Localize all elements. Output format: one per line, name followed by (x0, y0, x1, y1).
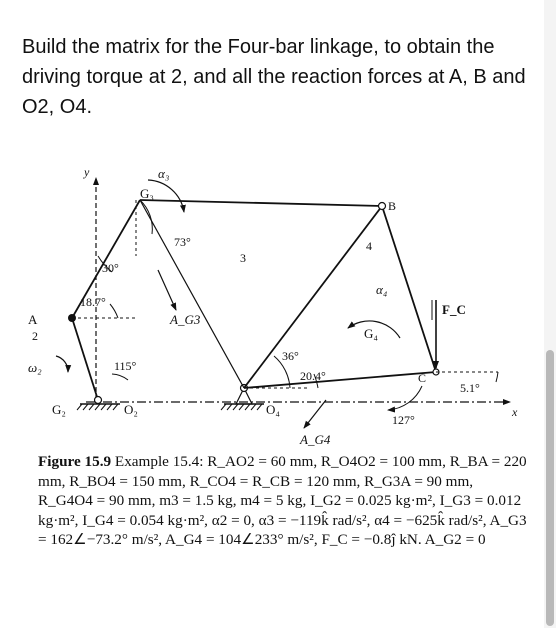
label-x: x (512, 405, 518, 419)
label-angle115: 115° (114, 359, 137, 373)
label-angle187: 18.7° (80, 295, 106, 309)
label-o2: O₂ (124, 402, 138, 417)
label-a: A (28, 312, 38, 327)
label-ag4: A_G4 (300, 432, 331, 447)
label-c: C (418, 371, 427, 385)
question-text: Build the matrix for the Four-bar linkage, to obtain the driving torque at 2, and all the reaction forces at A, B and O2, O4. (22, 36, 526, 118)
four-bar-linkage-figure (28, 160, 528, 450)
label-g4: G₄ (364, 326, 378, 341)
label-angle73: 73° (174, 235, 191, 249)
label-fc: F_C (442, 302, 466, 317)
ag3-arrow (158, 270, 176, 310)
caption-text: Example 15.4: R_AO2 = 60 mm, R_O4O2 = 100 mm, R_BA = 220 mm, R_BO4 = 150 mm, R_CO4 = R_CB = 120 mm, R_G3A = 90 mm, R_G4O4 = 90 mm, m3 = 1.5 kg, m4 = 5 kg, I_G2 = 0.025 kg·m², I_G3 = 0.012 kg·m², I_G4 = 0.054 kg·m², α2 = 0, α3 = −119k̂ rad/s², α4 = −625k̂ rad/s², A_G3 = 162∠−73.2° m/s², A_G4 = 104∠233° m/s², F_C = −0.8ĵ kN. A_G2 = 0 (38, 453, 527, 549)
label-link3: 3 (240, 251, 246, 265)
vertical-scrollbar[interactable] (544, 0, 556, 628)
label-b: B (388, 199, 397, 213)
label-link4: 4 (366, 239, 372, 253)
figure-caption (38, 452, 528, 550)
label-alpha4: α₄ (376, 282, 388, 297)
arc-187 (110, 304, 118, 318)
label-omega2: ω₂ (28, 360, 42, 375)
link-2 (72, 318, 98, 400)
arc-73 (140, 200, 152, 234)
caption-label: Figure 15.9 (38, 453, 112, 470)
arc-115 (112, 374, 128, 380)
label-g2: G₂ (52, 402, 66, 417)
link-4 (244, 206, 382, 388)
arc-127 (388, 386, 422, 410)
label-ag3: A_G3 (170, 312, 201, 327)
label-angle30: 30° (102, 261, 119, 275)
ground-pivot-o2 (77, 404, 120, 410)
scrollbar-thumb[interactable] (546, 350, 554, 626)
label-angle51: 5.1° (460, 381, 480, 395)
label-angle127: 127° (392, 413, 415, 427)
label-y: y (84, 165, 90, 179)
label-angle204: 20.4° (300, 369, 326, 383)
joint-b (379, 203, 386, 210)
label-alpha3: α₃ (158, 166, 170, 181)
omega2-arrow (56, 356, 68, 372)
label-angle36: 36° (282, 349, 299, 363)
joint-o2 (95, 397, 102, 404)
arc-51 (496, 372, 498, 382)
label-o4: O₄ (266, 402, 280, 417)
label-g3: G₃ (140, 186, 154, 201)
ag4-arrow (304, 400, 326, 428)
label-link2: 2 (32, 329, 38, 343)
